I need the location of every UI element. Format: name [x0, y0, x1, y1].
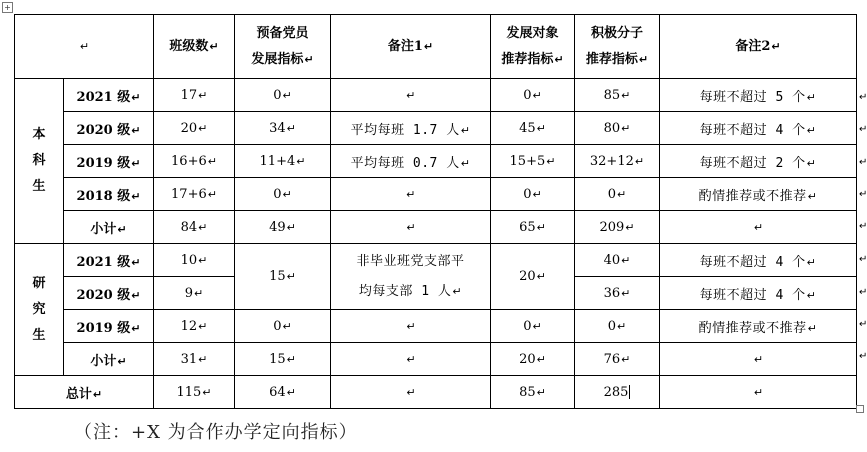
header-develop-quota[interactable]: 发展对象 推荐指标↵ [491, 15, 575, 79]
prep-cell[interactable]: 0↵ [235, 178, 331, 211]
active-cell[interactable]: 0↵ [575, 310, 660, 343]
classes-cell[interactable]: 17+6↵ [154, 178, 235, 211]
subtotal-row [15, 211, 857, 244]
develop-cell[interactable]: 45↵ [491, 112, 575, 145]
note2-cell[interactable]: 每班不超过 4 个↵ [660, 244, 857, 277]
active-cell[interactable]: 36↵ [575, 277, 660, 310]
note1-cell[interactable]: 平均每班 0.7 人↵ [331, 145, 491, 178]
develop-cell[interactable]: 0↵ [491, 79, 575, 112]
subtotal-row [15, 343, 857, 376]
row-end-mark: ↵ [859, 287, 867, 298]
active-cell[interactable]: 85↵ [575, 79, 660, 112]
prep-cell[interactable]: 11+4↵ [235, 145, 331, 178]
table-row [15, 244, 857, 277]
classes-cell[interactable]: 12↵ [154, 310, 235, 343]
active-cell[interactable]: 0↵ [575, 178, 660, 211]
quota-table [14, 14, 857, 409]
active-cell[interactable]: 32+12↵ [575, 145, 660, 178]
prep-cell[interactable]: 0↵ [235, 79, 331, 112]
table-row [15, 145, 857, 178]
header-blank-cell[interactable]: ↵ [15, 15, 154, 79]
develop-cell[interactable]: 85↵ [491, 376, 575, 409]
note2-cell[interactable]: 每班不超过 4 个↵ [660, 277, 857, 310]
row-end-mark: ↵ [859, 92, 867, 103]
classes-cell[interactable]: 20↵ [154, 112, 235, 145]
note1-cell[interactable]: ↵ [331, 343, 491, 376]
undergrad-label[interactable]: 本 科 生 [15, 79, 64, 244]
subtotal-label[interactable]: 小计↵ [64, 343, 154, 376]
text-cursor [629, 385, 630, 399]
grade-cell[interactable]: 2020 级↵ [64, 277, 154, 310]
classes-cell[interactable]: 17↵ [154, 79, 235, 112]
total-row [15, 376, 857, 409]
classes-cell[interactable]: 16+6↵ [154, 145, 235, 178]
note2-cell[interactable]: ↵ [660, 211, 857, 244]
note1-cell[interactable]: ↵ [331, 178, 491, 211]
grade-cell[interactable]: 2021 级↵ [64, 244, 154, 277]
prep-cell[interactable]: 49↵ [235, 211, 331, 244]
note2-cell[interactable]: ↵ [660, 376, 857, 409]
grade-cell[interactable]: 2020 级↵ [64, 112, 154, 145]
develop-cell[interactable]: 15+5↵ [491, 145, 575, 178]
note2-cell[interactable]: ↵ [660, 343, 857, 376]
classes-cell[interactable]: 84↵ [154, 211, 235, 244]
classes-cell[interactable]: 31↵ [154, 343, 235, 376]
grade-cell[interactable]: 2021 级↵ [64, 79, 154, 112]
row-end-mark: ↵ [859, 254, 867, 265]
table-row [15, 79, 857, 112]
active-cell[interactable]: 209↵ [575, 211, 660, 244]
prep-cell[interactable]: 64↵ [235, 376, 331, 409]
table-row [15, 112, 857, 145]
row-end-mark: ↵ [859, 351, 867, 362]
note2-cell[interactable]: 每班不超过 5 个↵ [660, 79, 857, 112]
develop-cell[interactable]: 65↵ [491, 211, 575, 244]
grade-cell[interactable]: 2018 级↵ [64, 178, 154, 211]
total-label[interactable]: 总计↵ [15, 376, 154, 409]
row-end-mark: ↵ [859, 124, 867, 135]
header-note2[interactable]: 备注2↵ [660, 15, 857, 79]
active-cell[interactable]: 40↵ [575, 244, 660, 277]
note1-cell[interactable]: ↵ [331, 211, 491, 244]
table-resize-handle[interactable] [856, 405, 864, 413]
note2-cell[interactable]: 每班不超过 2 个↵ [660, 145, 857, 178]
prep-cell-merged[interactable]: 15↵ [235, 244, 331, 310]
table-move-handle[interactable]: + [2, 2, 13, 13]
prep-cell[interactable]: 15↵ [235, 343, 331, 376]
active-cell[interactable]: 80↵ [575, 112, 660, 145]
row-end-mark: ↵ [859, 319, 867, 330]
develop-cell[interactable]: 0↵ [491, 178, 575, 211]
develop-cell-merged[interactable]: 20↵ [491, 244, 575, 310]
subtotal-label[interactable]: 小计↵ [64, 211, 154, 244]
active-cell[interactable]: 285 [575, 376, 660, 409]
develop-cell[interactable]: 20↵ [491, 343, 575, 376]
prep-cell[interactable]: 0↵ [235, 310, 331, 343]
prep-cell[interactable]: 34↵ [235, 112, 331, 145]
grad-label[interactable]: 研 究 生 [15, 244, 64, 376]
note2-cell[interactable]: 酌情推荐或不推荐↵ [660, 310, 857, 343]
header-classes[interactable]: 班级数↵ [154, 15, 235, 79]
active-cell[interactable]: 76↵ [575, 343, 660, 376]
classes-cell[interactable]: 9↵ [154, 277, 235, 310]
header-row [15, 15, 857, 79]
note1-cell-merged[interactable]: 非毕业班党支部平 均每支部 1 人↵ [331, 244, 491, 310]
classes-cell[interactable]: 115↵ [154, 376, 235, 409]
header-active-quota[interactable]: 积极分子 推荐指标↵ [575, 15, 660, 79]
grade-cell[interactable]: 2019 级↵ [64, 145, 154, 178]
grade-cell[interactable]: 2019 级↵ [64, 310, 154, 343]
note1-cell[interactable]: ↵ [331, 79, 491, 112]
row-end-mark: ↵ [859, 221, 867, 232]
footnote: （注：+X 为合作办学定向指标） [74, 422, 358, 443]
header-prep-quota[interactable]: 预备党员 发展指标↵ [235, 15, 331, 79]
note1-cell[interactable]: ↵ [331, 310, 491, 343]
classes-cell[interactable]: 10↵ [154, 244, 235, 277]
develop-cell[interactable]: 0↵ [491, 310, 575, 343]
table-row [15, 310, 857, 343]
table-row [15, 178, 857, 211]
header-note1[interactable]: 备注1↵ [331, 15, 491, 79]
note2-cell[interactable]: 酌情推荐或不推荐↵ [660, 178, 857, 211]
row-end-mark: ↵ [859, 157, 867, 168]
note1-cell[interactable]: 平均每班 1.7 人↵ [331, 112, 491, 145]
note2-cell[interactable]: 每班不超过 4 个↵ [660, 112, 857, 145]
note1-cell[interactable]: ↵ [331, 376, 491, 409]
row-end-mark: ↵ [859, 189, 867, 200]
